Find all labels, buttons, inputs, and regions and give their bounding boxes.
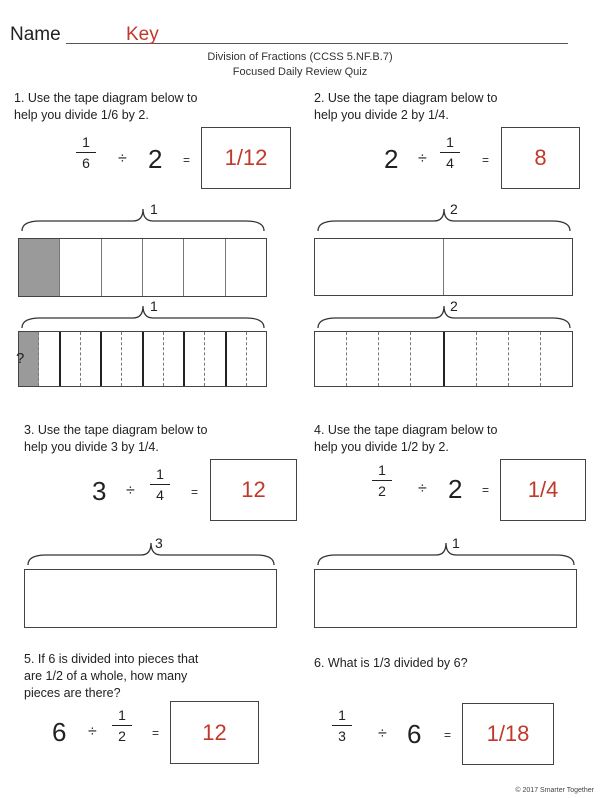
q1-numerator: 1: [82, 134, 90, 150]
tape-segment: [122, 332, 143, 386]
q3-tape[interactable]: [24, 569, 277, 628]
q2-fraction: [440, 135, 460, 171]
q6-divide-sign: ÷: [378, 725, 387, 742]
q2-denominator: 4: [446, 155, 454, 171]
tape-segment: [247, 332, 266, 386]
q6-instruction: [314, 655, 468, 672]
copyright-footer: © 2017 Smarter Together: [515, 787, 594, 794]
q1-divisor: 2: [148, 144, 163, 174]
fraction-bar: [76, 152, 96, 153]
tape-segment: [39, 332, 60, 386]
q1-fraction: [76, 135, 96, 171]
q6-divisor: 6: [407, 719, 422, 749]
q2-brace-bottom: [316, 300, 572, 330]
q2-brace-top: [316, 203, 572, 233]
tape-segment: [411, 332, 444, 386]
q5-denominator: 2: [118, 728, 126, 744]
q2-equals: =: [482, 153, 490, 167]
tape-segment: [143, 239, 184, 296]
q5-equals: =: [152, 726, 160, 740]
q4-fraction: [372, 463, 392, 499]
q2-instruction-line2: help you divide 2 by 1/4.: [314, 108, 449, 122]
q6-instruction-line1: 6. What is 1/3 divided by 6?: [314, 656, 468, 670]
tape-segment: [477, 332, 509, 386]
tape-segment: [509, 332, 541, 386]
fraction-bar: [372, 480, 392, 481]
q4-brace-label: 1: [452, 535, 460, 551]
q3-fraction: [150, 467, 170, 503]
q4-brace: [316, 537, 576, 567]
q4-divisor: 2: [448, 474, 463, 504]
q3-brace: [26, 537, 276, 567]
tape-segment: [379, 332, 411, 386]
q2-numerator: 1: [446, 134, 454, 150]
q5-instruction: [24, 651, 198, 702]
q4-tape[interactable]: [314, 569, 577, 628]
q1-denominator: 6: [82, 155, 90, 171]
q5-dividend: 6: [52, 717, 67, 747]
q2-brace-bottom-label: 2: [450, 298, 458, 314]
fraction-bar: [112, 725, 132, 726]
q1-brace-top-label: 1: [150, 201, 158, 217]
q4-equals: =: [482, 483, 490, 497]
q2-instruction-line1: 2. Use the tape diagram below to: [314, 91, 498, 105]
name-label: Name: [10, 24, 61, 45]
q2-instruction: [314, 90, 497, 124]
tape-segment: [19, 239, 60, 296]
q2-tape-top: [314, 238, 573, 296]
q6-numerator: 1: [338, 707, 346, 723]
q1-brace-bottom: [20, 300, 266, 330]
tape-segment: [144, 332, 164, 386]
tape-segment: [205, 332, 226, 386]
q2-tape-bottom: [314, 331, 573, 387]
q2-dividend: 2: [384, 144, 399, 174]
name-value: Key: [126, 24, 159, 45]
q1-tape-top: [18, 238, 267, 297]
q1-brace-top: [20, 203, 266, 233]
q4-numerator: 1: [378, 462, 386, 478]
q5-instruction-line2: are 1/2 of a whole, how many: [24, 669, 188, 683]
tape-segment: [444, 239, 572, 295]
q3-brace-label: 3: [155, 535, 163, 551]
tape-segment: [445, 332, 477, 386]
q3-instruction-line2: help you divide 3 by 1/4.: [24, 440, 159, 454]
q5-divide-sign: ÷: [88, 723, 97, 740]
worksheet-subtitle: Focused Daily Review Quiz: [232, 66, 368, 78]
q5-instruction-line1: 5. If 6 is divided into pieces that: [24, 652, 199, 666]
q3-numerator: 1: [156, 466, 164, 482]
q4-answer-box[interactable]: 1/4: [500, 459, 586, 521]
fraction-bar: [150, 484, 170, 485]
tape-segment: [315, 332, 347, 386]
tape-segment: [347, 332, 379, 386]
q6-fraction: [332, 708, 352, 744]
q1-instruction-line1: 1. Use the tape diagram below to: [14, 91, 198, 105]
tape-segment: [81, 332, 102, 386]
q4-instruction: [314, 422, 497, 456]
q1-instruction: [14, 90, 197, 124]
q4-denominator: 2: [378, 483, 386, 499]
tape-segment: [315, 239, 444, 295]
q1-instruction-line2: help you divide 1/6 by 2.: [14, 108, 149, 122]
q1-answer-box[interactable]: 1/12: [201, 127, 291, 189]
q1-equals: =: [183, 153, 191, 167]
tape-segment: [102, 239, 143, 296]
q1-unknown-mark: ?: [16, 350, 25, 367]
q4-instruction-line2: help you divide 1/2 by 2.: [314, 440, 449, 454]
q2-answer-box[interactable]: 8: [501, 127, 580, 189]
q3-instruction: [24, 422, 207, 456]
q1-brace-bottom-label: 1: [150, 298, 158, 314]
q1-tape-bottom: [18, 331, 267, 387]
q3-denominator: 4: [156, 487, 164, 503]
q3-equals: =: [191, 485, 199, 499]
q6-denominator: 3: [338, 728, 346, 744]
tape-segment: [226, 239, 266, 296]
q3-answer-box[interactable]: 12: [210, 459, 297, 521]
q4-instruction-line1: 4. Use the tape diagram below to: [314, 423, 498, 437]
q1-divide-sign: ÷: [118, 150, 127, 167]
q6-answer-box[interactable]: 1/18: [462, 703, 554, 765]
q3-dividend: 3: [92, 476, 107, 506]
q3-instruction-line1: 3. Use the tape diagram below to: [24, 423, 208, 437]
q5-instruction-line3: pieces are there?: [24, 686, 121, 700]
tape-segment: [164, 332, 185, 386]
tape-segment: [227, 332, 247, 386]
tape-segment: [185, 332, 205, 386]
tape-segment: [184, 239, 225, 296]
q5-numerator: 1: [118, 707, 126, 723]
q3-divide-sign: ÷: [126, 482, 135, 499]
tape-segment: [60, 239, 101, 296]
tape-segment: [61, 332, 81, 386]
q5-fraction: [112, 708, 132, 744]
q2-divide-sign: ÷: [418, 150, 427, 167]
fraction-bar: [440, 152, 460, 153]
q2-brace-top-label: 2: [450, 201, 458, 217]
tape-segment: [102, 332, 122, 386]
q5-answer-box[interactable]: 12: [170, 701, 259, 764]
q6-equals: =: [444, 728, 452, 742]
q4-divide-sign: ÷: [418, 480, 427, 497]
tape-segment: [541, 332, 572, 386]
fraction-bar: [332, 725, 352, 726]
worksheet-title: Division of Fractions (CCSS 5.NF.B.7): [207, 51, 393, 63]
